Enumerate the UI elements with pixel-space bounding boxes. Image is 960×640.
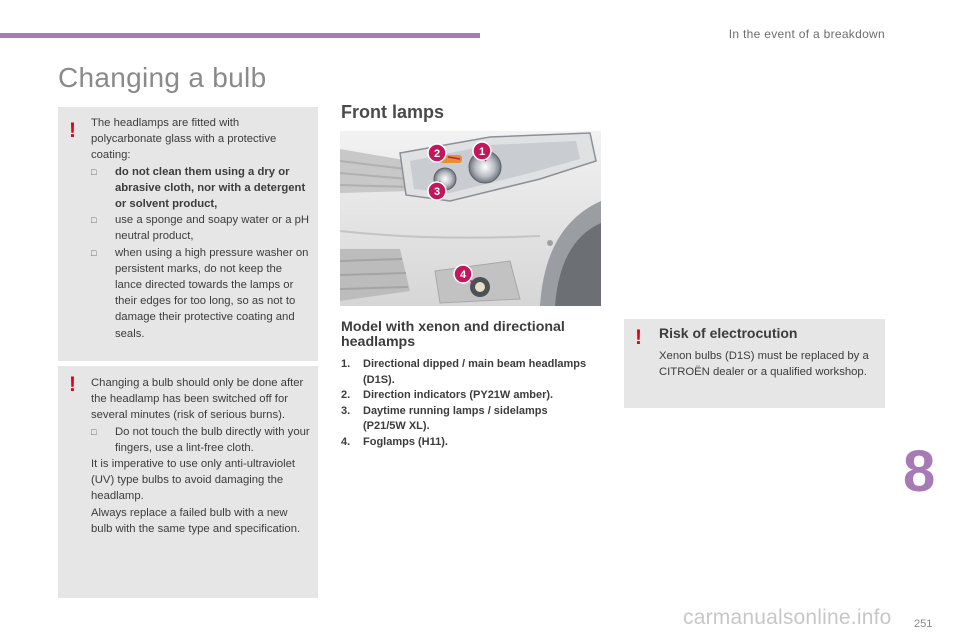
callout-marker — [454, 265, 472, 283]
electrocution-body: Xenon bulbs (D1S) must be replaced by a CITROËN dealer or a qualified workshop. — [659, 350, 869, 378]
svg-text:3: 3 — [433, 186, 441, 198]
electrocution-warning-box — [624, 319, 885, 408]
svg-text:1: 1 — [478, 146, 486, 158]
warning-paragraph: Always replace a failed bulb with a new bulb with the same type and specification. — [91, 506, 301, 535]
warning-intro: Changing a bulb should only be done after the headlamp has been switched off for several minutes (risk of serious burns). — [91, 377, 304, 422]
exclamation-icon: ! — [635, 326, 642, 349]
list-item: 3. Daytime running lamps / sidelamps (P21/5W XL). — [341, 404, 548, 432]
electrocution-title: Risk of electrocution — [659, 325, 798, 341]
callout-marker — [473, 142, 491, 160]
callout-marker — [428, 144, 446, 162]
warning-item: □ use a sponge and soapy water or a pH neutral product, — [91, 214, 310, 243]
front-lamps-heading: Front lamps — [341, 102, 445, 122]
svg-text:2: 2 — [433, 148, 441, 160]
checkbox-bullet-icon: □ — [91, 166, 97, 177]
headlamp-photo — [340, 131, 601, 306]
warning-item: □ when using a high pressure washer on persistent marks, do not keep the lance directed towards the lamps or their edges for too long, so as not to damage their protective coating and seals. — [91, 246, 309, 340]
warning-intro: The headlamps are fitted with polycarbonate glass with a protective coating: — [91, 117, 277, 162]
page-title: Changing a bulb — [58, 62, 267, 93]
list-item: 2. Direction indicators (PY21W amber). — [341, 389, 554, 401]
warning-box-coating — [58, 107, 318, 361]
model-heading: Model with xenon and directional headlamps — [341, 319, 565, 350]
list-item: 1. Directional dipped / main beam headlamps (D1S). — [341, 358, 587, 386]
list-item: 4. Foglamps (H11). — [341, 435, 448, 448]
warning-box-bulb — [58, 366, 318, 598]
warning-paragraph: It is imperative to use only anti-ultraviolet (UV) type bulbs to avoid damaging the headlamp. — [91, 458, 296, 503]
warning-item: □ do not clean them using a dry or abrasive cloth, nor with a detergent or solvent product, — [91, 165, 306, 211]
callout-marker — [428, 182, 446, 200]
svg-text:4: 4 — [459, 269, 467, 281]
header-accent-bar — [0, 33, 480, 38]
chapter-number: 8 — [903, 439, 936, 504]
exclamation-icon: ! — [69, 373, 76, 396]
exclamation-icon: ! — [69, 119, 76, 142]
checkbox-bullet-icon: □ — [91, 247, 97, 258]
section-title: In the event of a breakdown — [728, 27, 885, 41]
checkbox-bullet-icon: □ — [91, 426, 97, 437]
watermark: carmanualsonline.info — [683, 606, 892, 629]
warning-item: □ Do not touch the bulb directly with your fingers, use a lint-free cloth. — [91, 425, 310, 454]
page-number: 251 — [914, 618, 933, 630]
bulb-list — [341, 357, 591, 450]
checkbox-bullet-icon: □ — [91, 215, 97, 226]
